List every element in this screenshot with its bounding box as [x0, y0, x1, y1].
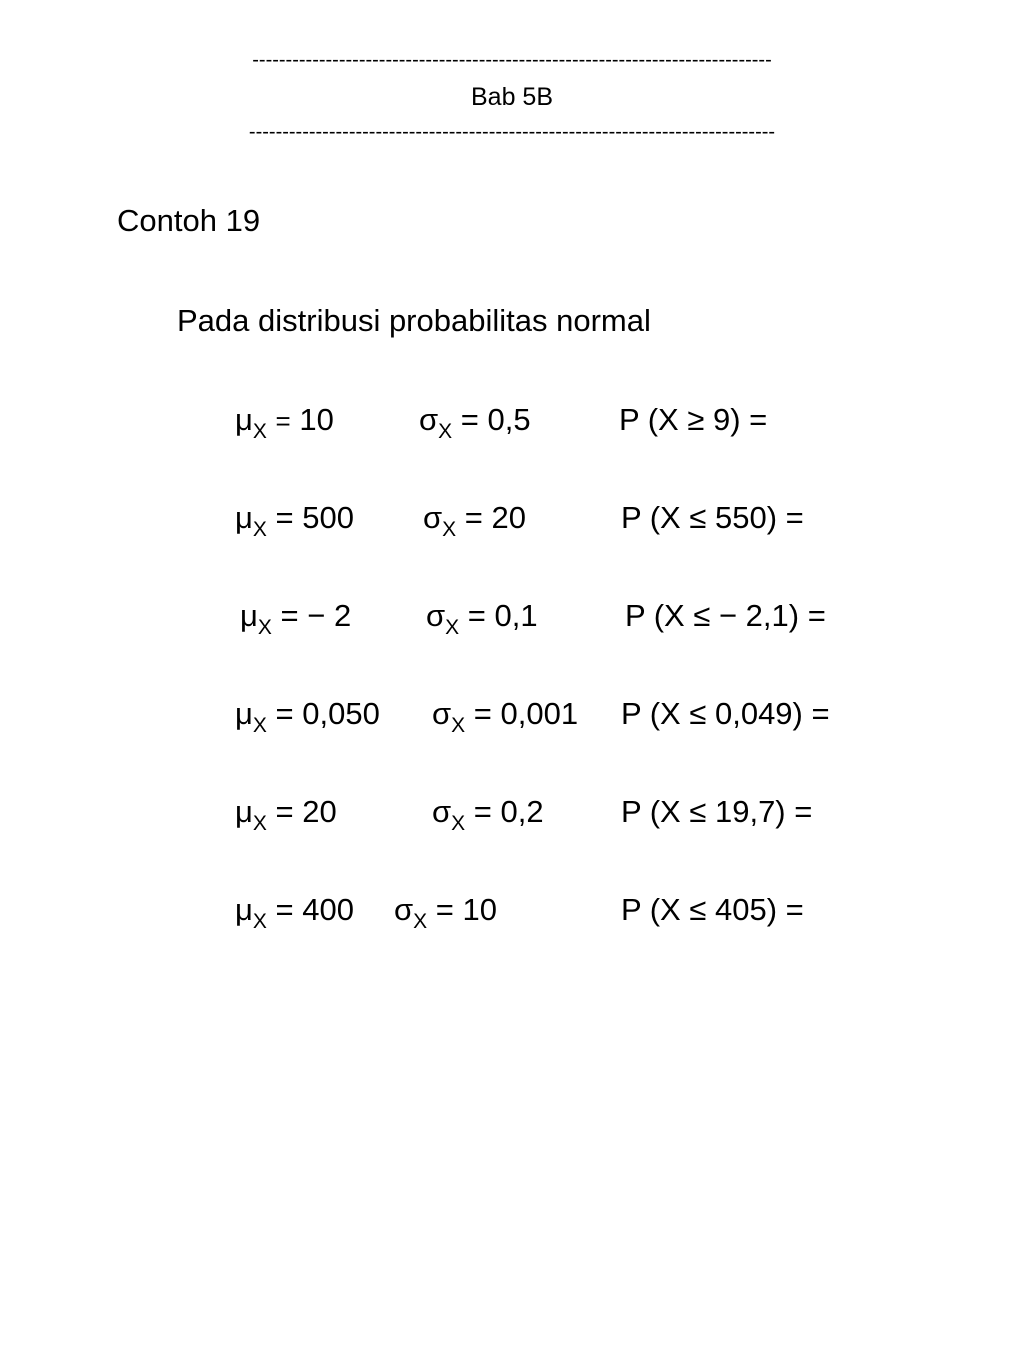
sigma-equals: =: [473, 794, 492, 829]
sigma-symbol: σ: [419, 402, 439, 437]
header-rule-top: ------------------------------------------------------------------------------: [252, 49, 772, 71]
sigma-equals: =: [464, 500, 483, 535]
mu-symbol: μ: [235, 500, 253, 535]
sd-expression: [419, 400, 531, 444]
mean-expression: [235, 890, 354, 934]
sigma-symbol: σ: [426, 598, 446, 633]
mu-subscript: X: [257, 616, 272, 639]
mu-symbol: μ: [235, 892, 253, 927]
mean-value: 0,050: [302, 696, 380, 731]
sd-value: 10: [462, 892, 497, 927]
mu-equals: =: [280, 598, 299, 633]
sigma-subscript: X: [413, 910, 428, 933]
sigma-equals: =: [460, 402, 479, 437]
sigma-equals: =: [435, 892, 454, 927]
sigma-symbol: σ: [394, 892, 414, 927]
mu-symbol: μ: [240, 598, 258, 633]
problem-row: [235, 694, 875, 737]
mu-equals: =: [275, 892, 294, 927]
mu-equals: =: [275, 406, 291, 436]
mean-expression: [235, 694, 380, 738]
mean-expression: [235, 792, 337, 836]
mu-equals: =: [275, 500, 294, 535]
sigma-symbol: σ: [423, 500, 443, 535]
sigma-equals: =: [473, 696, 492, 731]
sd-value: 0,1: [494, 598, 538, 633]
sigma-subscript: X: [438, 420, 453, 443]
sd-value: 0,5: [487, 402, 531, 437]
sd-expression: [423, 498, 526, 542]
probability-expression: P (X ≥ 9) =: [619, 402, 768, 437]
example-intro: Pada distribusi probabilitas normal: [177, 303, 651, 338]
sigma-subscript: X: [445, 616, 460, 639]
header-rule-bottom: -------------------------------------------------------------------------------: [248, 121, 776, 143]
sigma-subscript: X: [451, 812, 466, 835]
sigma-symbol: σ: [432, 794, 452, 829]
mean-value: 400: [302, 892, 354, 927]
probability-expression: P (X ≤ 0,049) =: [621, 696, 830, 731]
mean-value: 20: [302, 794, 337, 829]
sigma-equals: =: [467, 598, 486, 633]
mean-value: − 2: [307, 598, 352, 633]
mean-value: 10: [299, 402, 334, 437]
sd-expression: [426, 596, 538, 640]
sd-expression: [432, 792, 544, 836]
mu-subscript: X: [252, 518, 267, 541]
probability-expression: P (X ≤ − 2,1) =: [625, 598, 826, 633]
probability-expression: P (X ≤ 405) =: [621, 892, 804, 927]
sd-expression: [394, 890, 497, 934]
problem-row: [235, 890, 855, 933]
problem-row: [235, 792, 855, 835]
mu-symbol: μ: [235, 696, 253, 731]
probability-expression: P (X ≤ 19,7) =: [621, 794, 813, 829]
mu-subscript: X: [252, 812, 267, 835]
mean-expression: [235, 498, 354, 542]
problem-row: [240, 596, 860, 639]
mu-equals: =: [275, 794, 294, 829]
problem-row: [235, 400, 835, 443]
mean-value: 500: [302, 500, 354, 535]
sd-value: 0,001: [500, 696, 579, 731]
mean-expression: [240, 596, 351, 640]
sigma-symbol: σ: [432, 696, 452, 731]
mu-subscript: X: [252, 420, 267, 443]
example-title: Contoh 19: [117, 203, 261, 238]
mu-subscript: X: [252, 714, 267, 737]
sigma-subscript: X: [451, 714, 466, 737]
probability-expression: P (X ≤ 550) =: [621, 500, 804, 535]
chapter-title: Bab 5B: [470, 83, 553, 111]
mu-subscript: X: [252, 910, 267, 933]
sd-value: 20: [491, 500, 526, 535]
sd-expression: [432, 694, 578, 738]
mu-symbol: μ: [235, 794, 253, 829]
mean-expression: [235, 400, 334, 444]
sigma-subscript: X: [442, 518, 457, 541]
mu-equals: =: [275, 696, 294, 731]
sd-value: 0,2: [500, 794, 544, 829]
problem-row: [235, 498, 855, 541]
mu-symbol: μ: [235, 402, 253, 437]
